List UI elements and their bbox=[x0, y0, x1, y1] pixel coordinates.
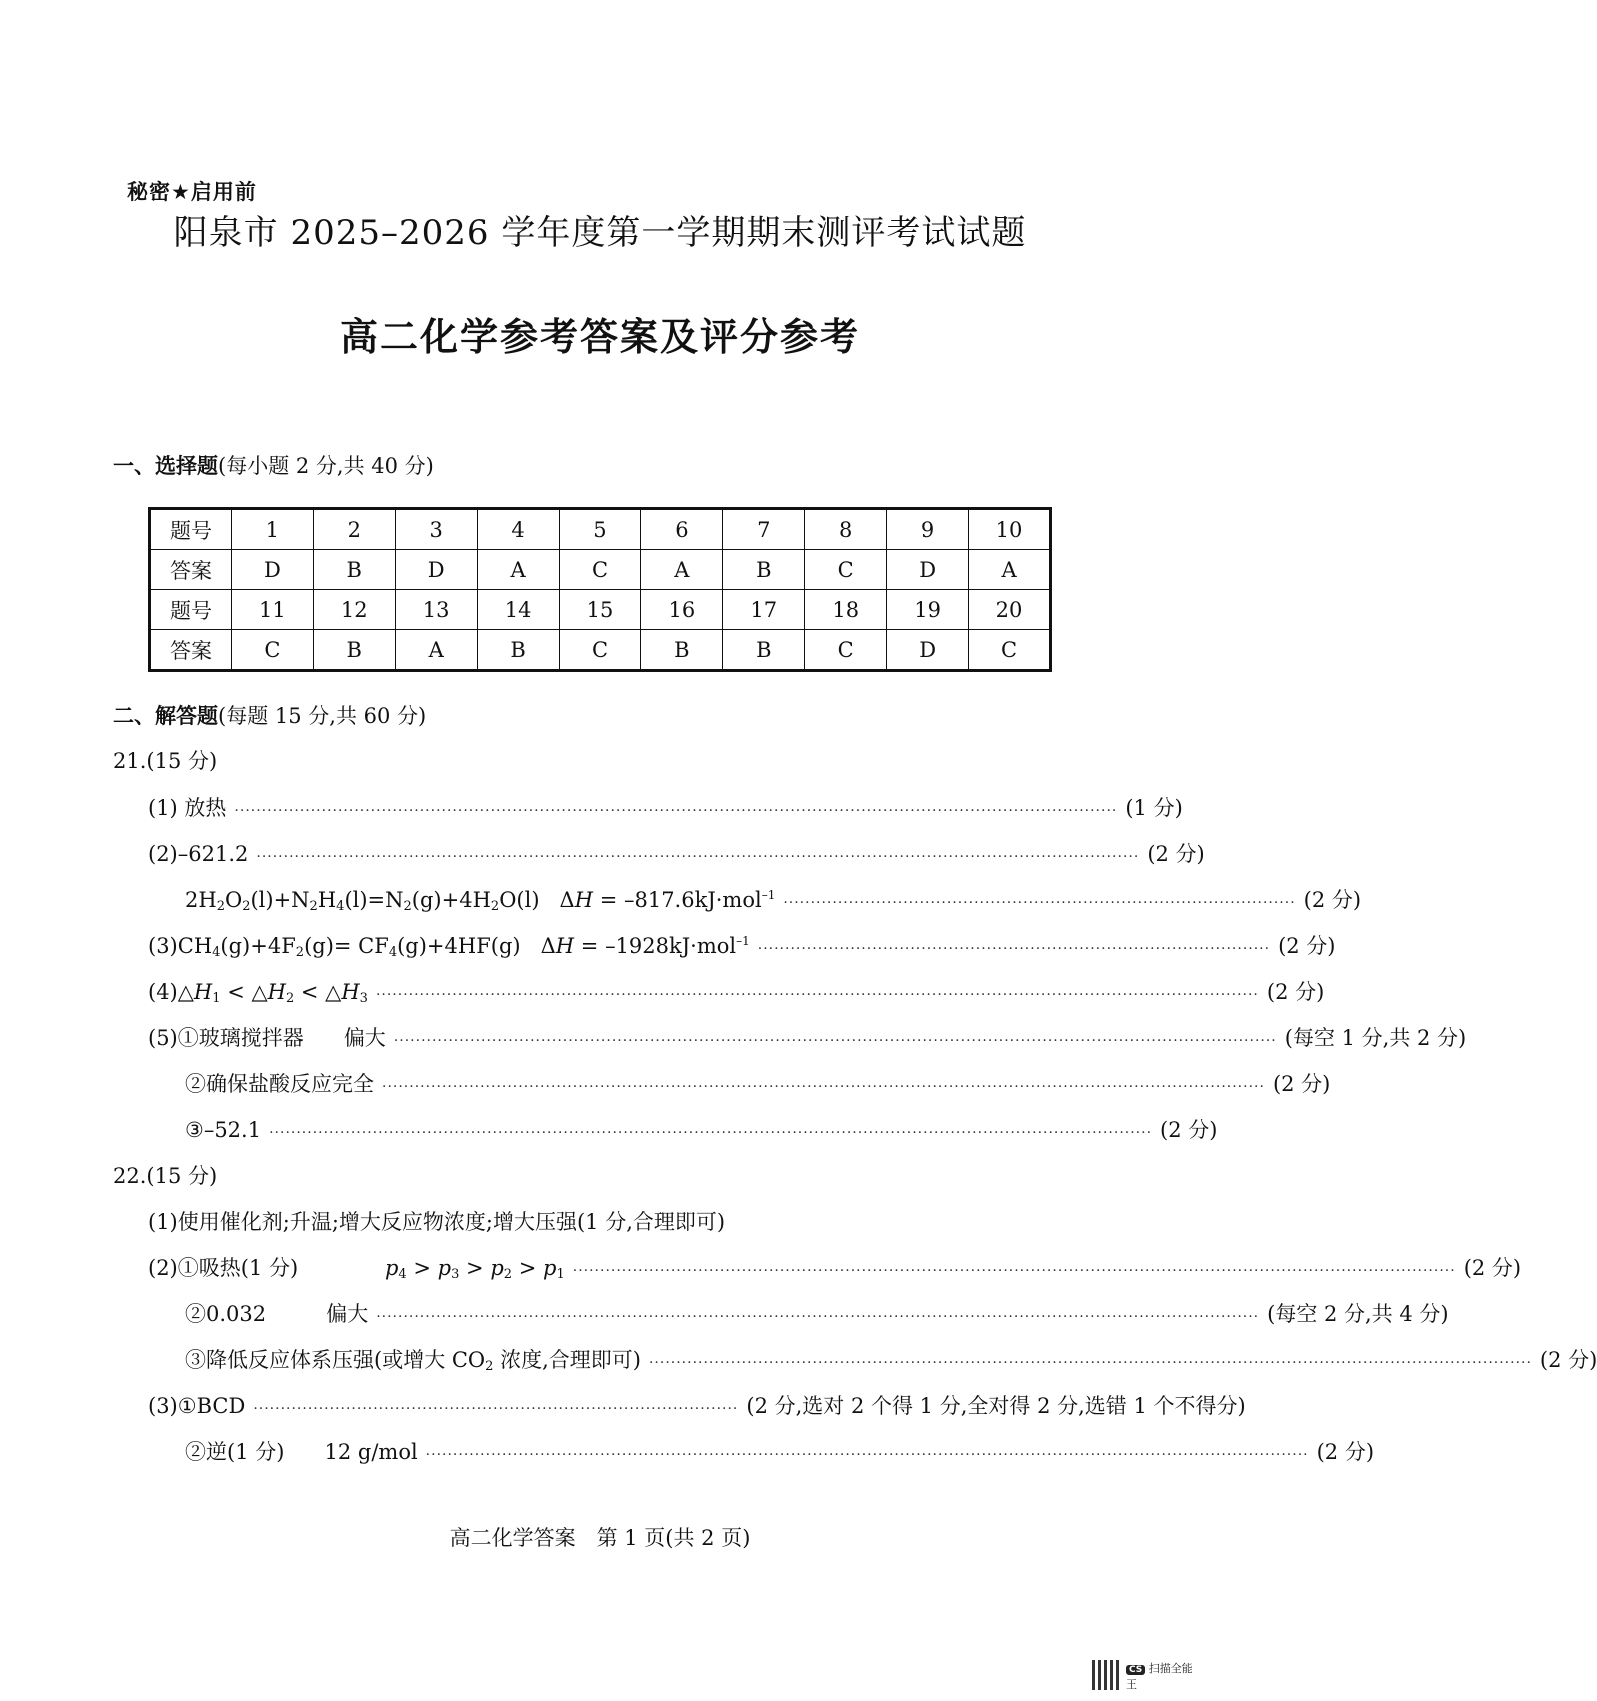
q21-answer-4: $(4)\triangle H_1$ < $\triangle H_2$ < $\triangle H_3$ ·································································································································································· (2 分) bbox=[148, 980, 1325, 1006]
table-cell: D bbox=[887, 550, 969, 590]
table-cell: 10 bbox=[969, 509, 1051, 550]
q21-answer-1: (1) 放热 ·································································································································································· (1 分) bbox=[148, 796, 1183, 820]
table-cell: A bbox=[969, 550, 1051, 590]
table-cell: 9 bbox=[887, 509, 969, 550]
table-cell: C bbox=[559, 630, 641, 671]
table-cell: 14 bbox=[477, 590, 559, 630]
secret-label: 秘密★启用前 bbox=[127, 180, 257, 204]
q21-answer-3: $(3)CH_4(g)+4F_2(g)= CF_4(g)+4HF(g) \Delta H = -1928kJ\cdot mol^{-1}$ ······························································································ (2 分) bbox=[148, 934, 1336, 960]
table-cell: D bbox=[395, 550, 477, 590]
table-cell: 12 bbox=[313, 590, 395, 630]
exam-title: 阳泉市 2025–2026 学年度第一学期期末测评考试试题 bbox=[173, 213, 1027, 253]
q22-answer-2: (2)①吸热(1 分) $p_4 > p_3 > p_2 > p_1$ ·································································································································································· (2 分) bbox=[148, 1256, 1522, 1282]
answer-key-title: 高二化学参考答案及评分参考 bbox=[339, 315, 860, 359]
answer-table bbox=[148, 507, 1052, 672]
table-cell: 1 bbox=[231, 509, 313, 550]
qr-code-icon bbox=[1092, 1660, 1122, 1690]
q21-answer-5c: ③–52.1 ·································································································································································· (2 分) bbox=[185, 1118, 1218, 1142]
table-cell: 19 bbox=[887, 590, 969, 630]
q21-heading: 21.(15 分) bbox=[113, 749, 218, 773]
table-cell: B bbox=[313, 550, 395, 590]
cs-logo-icon: CS bbox=[1126, 1665, 1145, 1675]
table-cell: C bbox=[805, 550, 887, 590]
table-cell: 20 bbox=[969, 590, 1051, 630]
table-cell: 13 bbox=[395, 590, 477, 630]
section-1-heading: 一、选择题(每小题 2 分,共 40 分) bbox=[113, 454, 434, 478]
table-cell: 2 bbox=[313, 509, 395, 550]
q22-answer-1: (1)使用催化剂;升温;增大反应物浓度;增大压强(1 分,合理即可) bbox=[148, 1210, 726, 1234]
q22-answer-3: (3)①BCD ························································································· (2 分,选对 2 个得 1 分,全对得 2 分,选错 1 个不得分) bbox=[148, 1394, 1246, 1418]
table-cell: C bbox=[969, 630, 1051, 671]
table-cell: A bbox=[477, 550, 559, 590]
q21-answer-5: (5)①玻璃搅拌器 偏大 ·································································································································································· (每空 1 分,共 2 分) bbox=[148, 1026, 1467, 1050]
table-row bbox=[150, 630, 1051, 671]
table-cell: C bbox=[559, 550, 641, 590]
table-cell: B bbox=[723, 550, 805, 590]
row-label: 题号 bbox=[150, 509, 232, 550]
table-cell: B bbox=[477, 630, 559, 671]
table-cell: 15 bbox=[559, 590, 641, 630]
table-cell: 8 bbox=[805, 509, 887, 550]
q22-answer-2b: ②0.032 偏大 ·································································································································································· (每空 2 分,共 4 分) bbox=[185, 1302, 1449, 1326]
table-cell: D bbox=[887, 630, 969, 671]
table-cell: 7 bbox=[723, 509, 805, 550]
table-row bbox=[150, 590, 1051, 630]
table-cell: 11 bbox=[231, 590, 313, 630]
q21-answer-2: (2)–621.2 ·································································································································································· (2 分) bbox=[148, 842, 1205, 866]
scanner-watermark: CS 扫描全能王 bbox=[1126, 1662, 1193, 1691]
section-2-heading: 二、解答题(每题 15 分,共 60 分) bbox=[113, 704, 427, 728]
table-cell: 3 bbox=[395, 509, 477, 550]
page-footer: 高二化学答案 第 1 页(共 2 页) bbox=[449, 1526, 751, 1550]
table-cell: C bbox=[231, 630, 313, 671]
q22-answer-2c: ③降低反应体系压强(或增大 $CO_2$ 浓度,合理即可) ·································································································································································· (2 分) bbox=[185, 1348, 1597, 1374]
table-cell: A bbox=[641, 550, 723, 590]
q21-answer-5b: ②确保盐酸反应完全 ·································································································································································· (2 分) bbox=[185, 1072, 1331, 1096]
table-cell: 5 bbox=[559, 509, 641, 550]
table-cell: 17 bbox=[723, 590, 805, 630]
table-cell: B bbox=[723, 630, 805, 671]
q22-answer-3b: ②逆(1 分) 12 g/mol ·································································································································································· (2 分) bbox=[185, 1440, 1375, 1464]
table-cell: C bbox=[805, 630, 887, 671]
table-cell: A bbox=[395, 630, 477, 671]
table-cell: D bbox=[231, 550, 313, 590]
row-label: 答案 bbox=[150, 550, 232, 590]
table-row bbox=[150, 509, 1051, 550]
table-cell: 6 bbox=[641, 509, 723, 550]
table-row bbox=[150, 550, 1051, 590]
row-label: 题号 bbox=[150, 590, 232, 630]
table-cell: 4 bbox=[477, 509, 559, 550]
table-cell: B bbox=[641, 630, 723, 671]
table-cell: B bbox=[313, 630, 395, 671]
q21-answer-2b: $2H_2O_2(l)+N_2H_4(l)=N_2(g)+4H_2O(l) \Delta H = -817.6kJ\cdot mol^{-1}$ ······························································································ (2 分) bbox=[185, 888, 1362, 914]
table-cell: 16 bbox=[641, 590, 723, 630]
table-cell: 18 bbox=[805, 590, 887, 630]
row-label: 答案 bbox=[150, 630, 232, 671]
q22-heading: 22.(15 分) bbox=[113, 1164, 218, 1188]
